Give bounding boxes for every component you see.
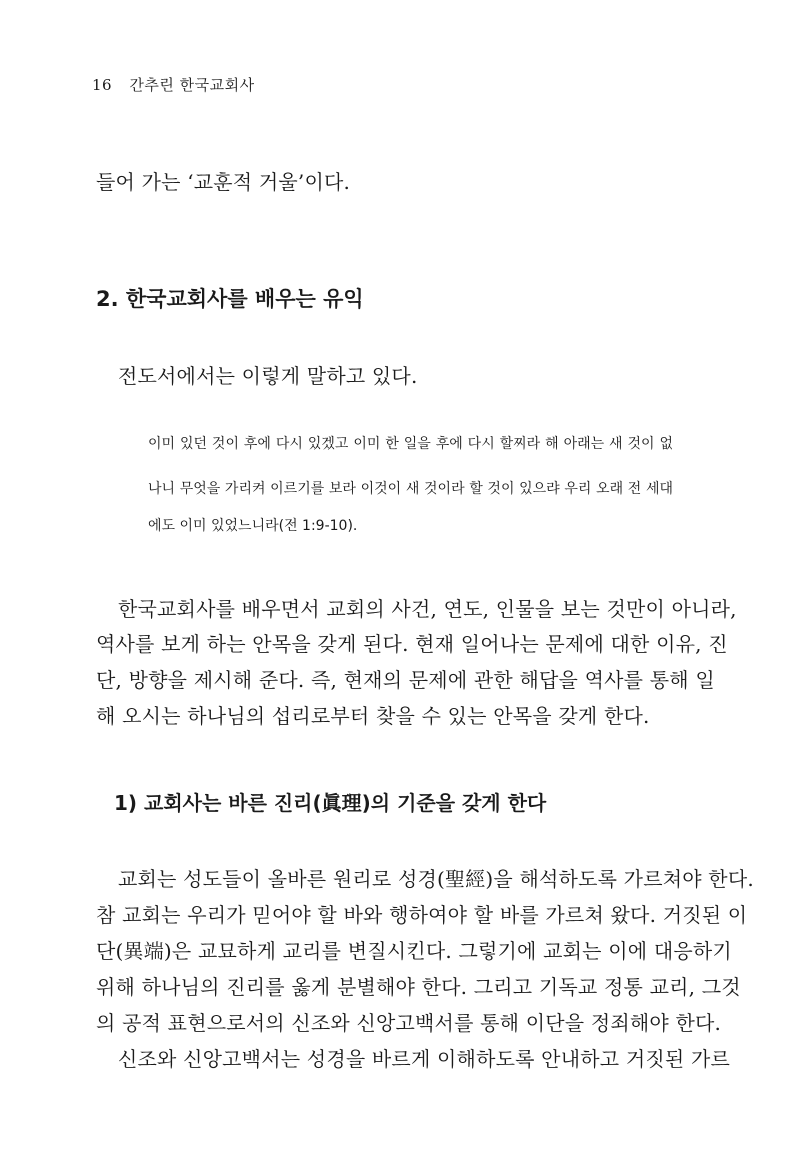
- section-lead: 전도서에서는 이렇게 말하고 있다.: [118, 364, 418, 388]
- paragraph-line: 한국교회사를 배우면서 교회의 사건, 연도, 인물을 보는 것만이 아니라,: [118, 597, 737, 621]
- paragraph-line: 참 교회는 우리가 믿어야 할 바와 행하여야 할 바를 가르쳐 왔다. 거짓된 이: [96, 903, 748, 927]
- page-number: 16: [92, 76, 113, 94]
- quote-line: 나니 무엇을 가리켜 이르기를 보라 이것이 새 것이라 할 것이 있으랴 우리 오래 전 세대: [148, 481, 673, 497]
- subsection-heading: 1) 교회사는 바른 진리(眞理)의 기준을 갖게 한다: [114, 791, 547, 815]
- running-header: [92, 74, 255, 95]
- quote-line: 이미 있던 것이 후에 다시 있겠고 이미 한 일을 후에 다시 할찌라 해 아래는 새 것이 없: [148, 436, 673, 452]
- section-heading: 2. 한국교회사를 배우는 유익: [96, 287, 364, 311]
- paragraph-line: 신조와 신앙고백서는 성경을 바르게 이해하도록 안내하고 거짓된 가르: [118, 1047, 730, 1071]
- paragraph-line: 단(異端)은 교묘하게 교리를 변질시킨다. 그렇기에 교회는 이에 대응하기: [96, 939, 732, 963]
- paragraph-line: 역사를 보게 하는 안목을 갖게 된다. 현재 일어나는 문제에 대한 이유, 진: [96, 632, 728, 656]
- paragraph-line: 의 공적 표현으로서의 신조와 신앙고백서를 통해 이단을 정죄해야 한다.: [96, 1011, 722, 1035]
- quote-line: 에도 이미 있었느니라(전 1:9-10).: [148, 518, 358, 534]
- paragraph-line: 해 오시는 하나님의 섭리로부터 찾을 수 있는 안목을 갖게 한다.: [96, 704, 650, 728]
- paragraph-line: 단, 방향을 제시해 준다. 즉, 현재의 문제에 관한 해답을 역사를 통해 일: [96, 668, 715, 692]
- paragraph-line: 교회는 성도들이 올바른 원리로 성경(聖經)을 해석하도록 가르쳐야 한다.: [118, 867, 754, 891]
- intro-line: 들어 가는 ‘교훈적 거울’이다.: [96, 170, 351, 194]
- book-title: 간추린 한국교회사: [129, 76, 255, 94]
- paragraph-line: 위해 하나님의 진리를 옳게 분별해야 한다. 그리고 기독교 정통 교리, 그것: [96, 975, 741, 999]
